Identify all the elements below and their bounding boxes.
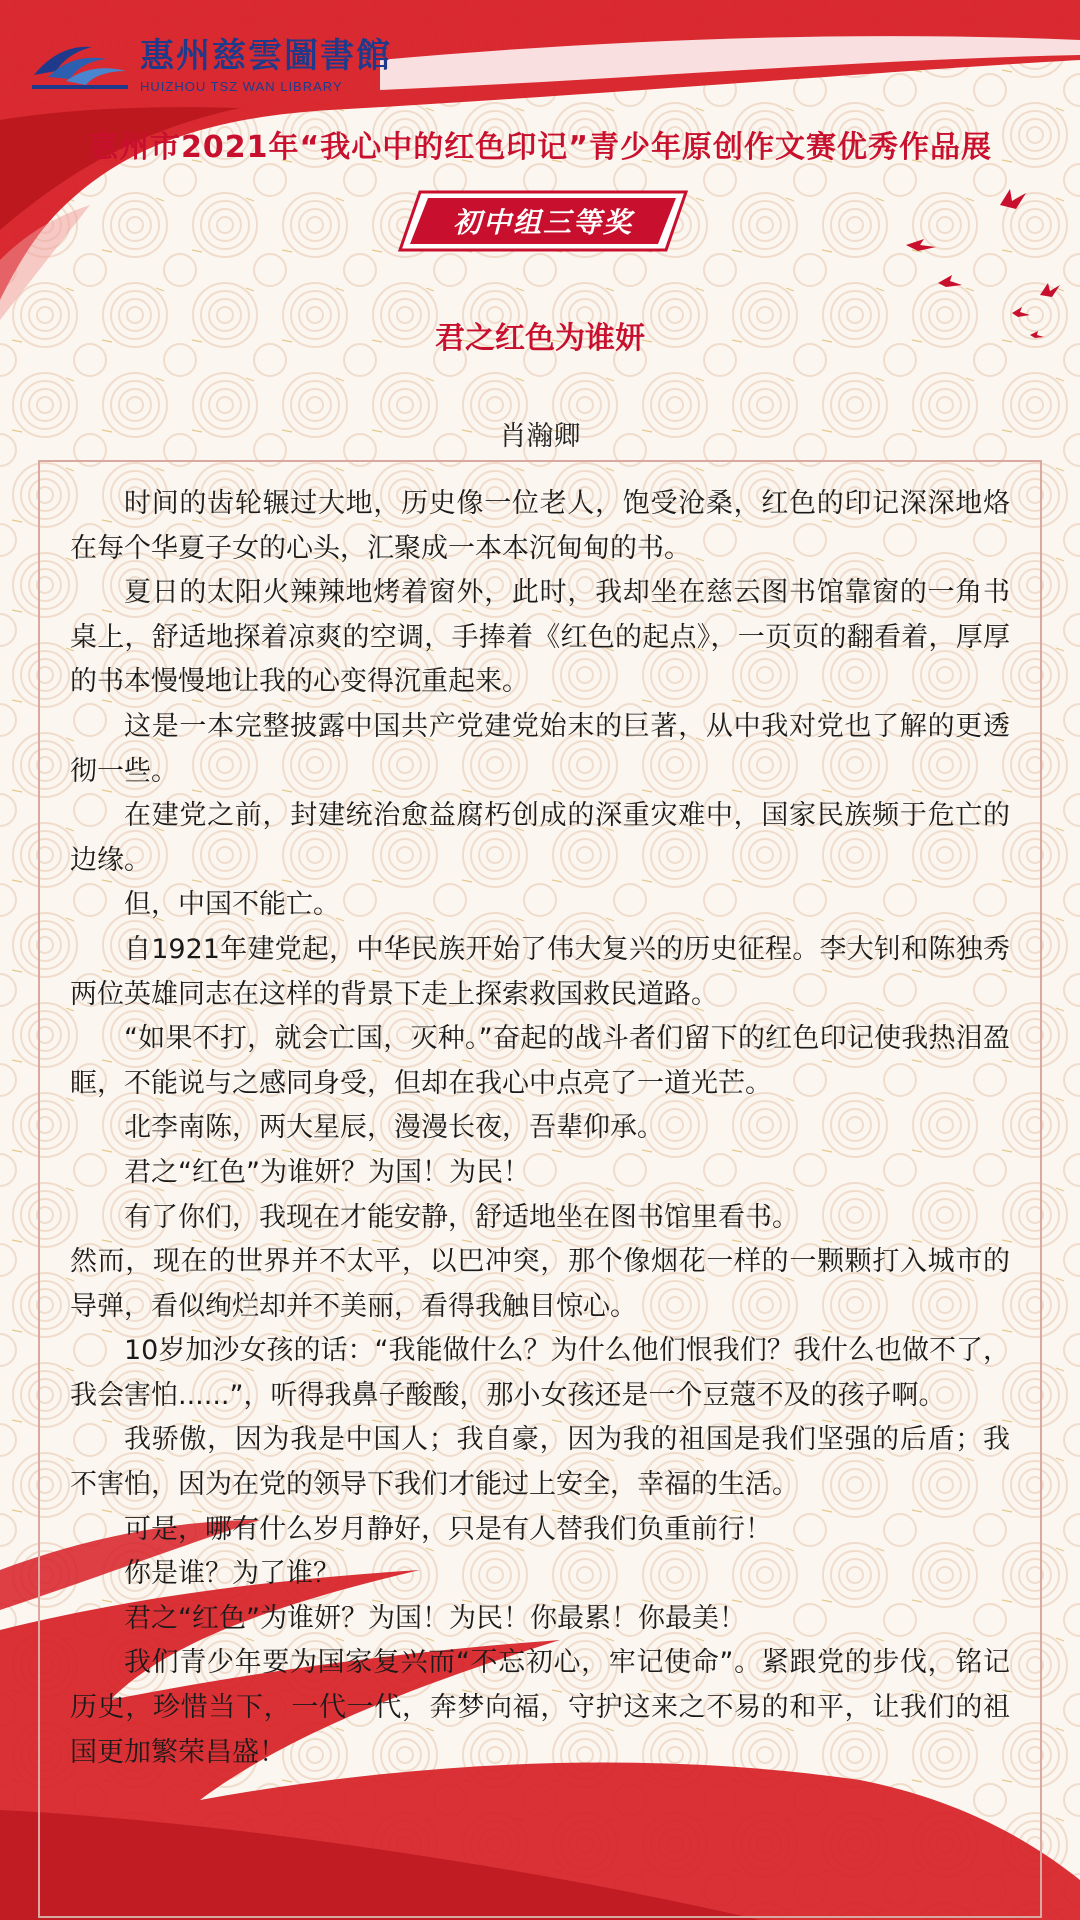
essay-author: 肖瀚卿	[499, 421, 581, 452]
essay-paragraph: 时间的齿轮辗过大地，历史像一位老人，饱受沧桑，红色的印记深深地烙在每个华夏子女的心头，汇聚成一本本沉甸甸的书。	[70, 488, 1010, 564]
essay-title: 君之红色为谁妍	[435, 321, 645, 356]
essay-paragraph: 君之“红色”为谁妍？为国！为民！	[124, 1156, 530, 1188]
essay-paragraph: 但，中国不能亡。	[124, 889, 340, 921]
essay-paragraph: 有了你们，我现在才能安静，舒适地坐在图书馆里看书。	[124, 1201, 799, 1233]
library-name-cn: 惠州慈雲圖書館	[140, 36, 392, 76]
library-logo	[30, 28, 392, 94]
essay-paragraph: “如果不打，就会亡国，灭种。”奋起的战斗者们留下的红色印记使我热泪盈眶，不能说与之感同身受，但却在我心中点亮了一道光芒。	[70, 1023, 1010, 1099]
essay-paragraph: 君之“红色”为谁妍？为国！为民！你最累！你最美！	[124, 1602, 746, 1634]
exhibition-title: 惠州市2021年“我心中的红色印记”青少年原创作文赛优秀作品展	[88, 130, 992, 165]
essay-paragraph: 我骄傲，因为我是中国人；我自豪，因为我的祖国是我们坚强的后盾；我不害怕，因为在党的领导下我们才能过上安全，幸福的生活。	[70, 1424, 1010, 1501]
award-label: 初中组三等奖	[452, 206, 633, 239]
essay-paragraph: 10岁加沙女孩的话：“我能做什么？为什么他们恨我们？我什么也做不了，我会害怕......”，听得我鼻子酸酸，那小女孩还是一个豆蔻不及的孩子啊。	[70, 1335, 1010, 1411]
essay-paragraph: 你是谁？为了谁？	[124, 1558, 340, 1590]
essay-paragraph: 自1921年建党起，中华民族开始了伟大复兴的历史征程。李大钊和陈独秀两位英雄同志在这样的背景下走上探索救国救民道路。	[70, 933, 1010, 1010]
essay-paragraph: 夏日的太阳火辣辣地烤着窗外，此时，我却坐在慈云图书馆靠窗的一角书桌上，舒适地探着凉爽的空调，手捧着《红色的起点》，一页页的翻看着，厚厚的书本慢慢地让我的心变得沉重起来。	[70, 577, 1010, 698]
essay-body	[70, 482, 1010, 1775]
essay-paragraph: 北李南陈，两大星辰，漫漫长夜，吾辈仰承。	[124, 1112, 664, 1144]
library-name-en: HUIZHOU TSZ WAN LIBRARY	[140, 79, 343, 94]
essay-paragraph: 在建党之前，封建统治愈益腐朽创成的深重灾难中，国家民族频于危亡的边缘。	[70, 800, 1010, 876]
essay-paragraph: 这是一本完整披露中国共产党建党始末的巨著，从中我对党也了解的更透彻一些。	[70, 710, 1010, 787]
essay-paragraph: 我们青少年要为国家复兴而“不忘初心，牢记使命”。紧跟党的步伐，铭记历史，珍惜当下，一代一代，奔梦向福，守护这来之不易的和平，让我们的祖国更加繁荣昌盛！	[70, 1647, 1010, 1768]
essay-paragraph: 然而，现在的世界并不太平，以巴冲突，那个像烟花一样的一颗颗打入城市的导弹，看似绚烂却并不美丽，看得我触目惊心。	[70, 1246, 1010, 1322]
library-wave-logo-icon	[30, 31, 130, 91]
essay-paragraph: 可是，哪有什么岁月静好，只是有人替我们负重前行！	[124, 1513, 772, 1545]
